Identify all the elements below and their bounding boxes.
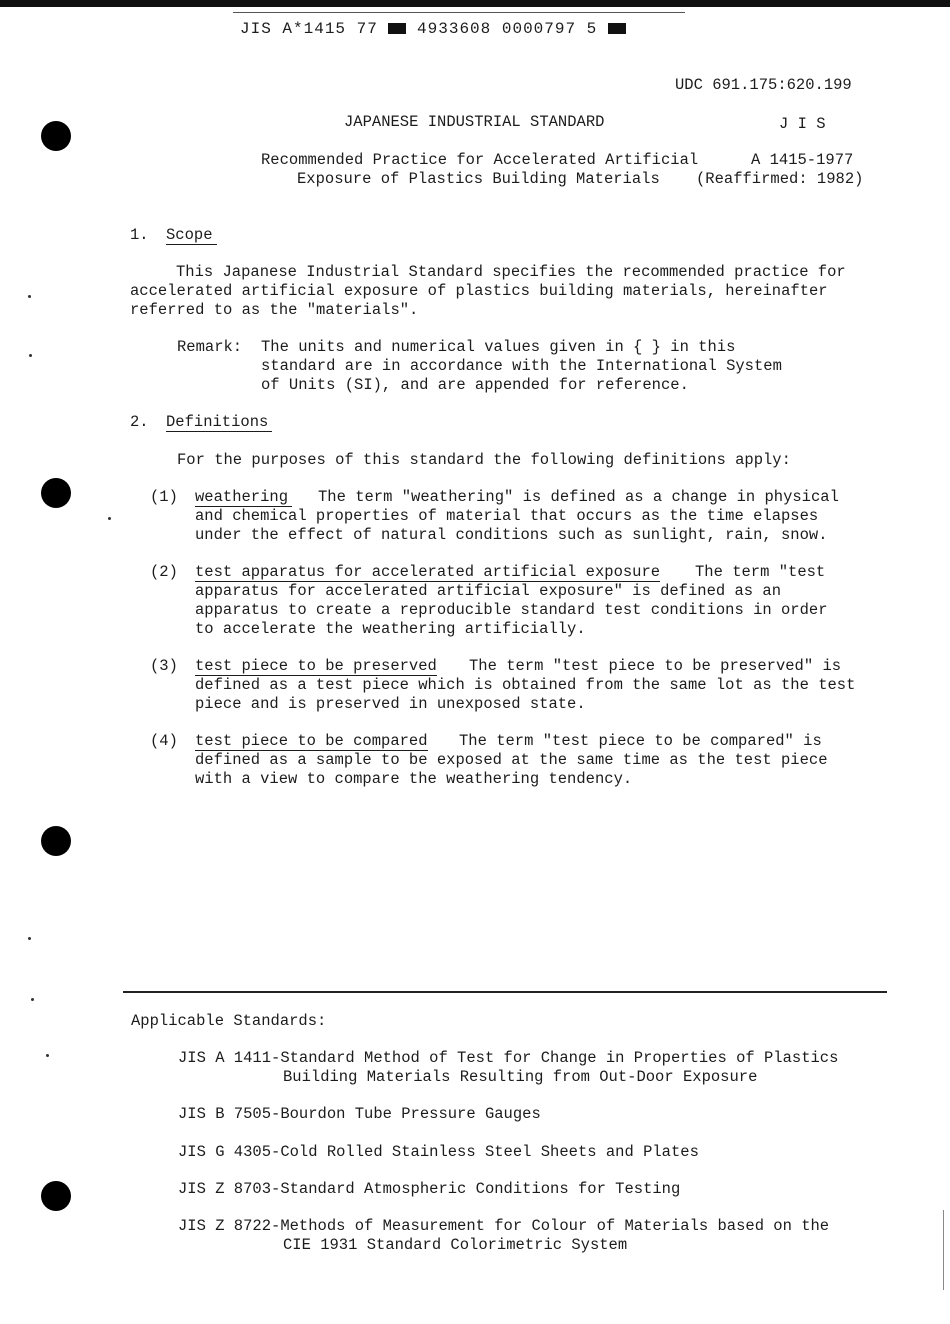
- section-number-scope: 1.: [130, 226, 149, 244]
- org-title: JAPANESE INDUSTRIAL STANDARD: [344, 113, 605, 131]
- definition-number: (2): [150, 563, 178, 581]
- scan-speck: [28, 295, 31, 298]
- scan-speck: [46, 1054, 49, 1057]
- definition-text-line: piece and is preserved in unexposed state.: [195, 695, 586, 713]
- header-rule: [233, 12, 685, 13]
- definition-term: weathering: [195, 489, 292, 507]
- remark-label: Remark:: [177, 338, 243, 356]
- definition-text-line: apparatus to create a reproducible standard test conditions in order: [195, 601, 828, 619]
- catalog-code-prefix: JIS A*1415 77: [240, 20, 378, 38]
- scan-speck: [28, 937, 31, 940]
- definition-number: (3): [150, 657, 178, 675]
- punch-hole: [41, 1181, 71, 1211]
- scan-speck: [31, 998, 34, 1001]
- doc-title-line1: Recommended Practice for Accelerated Artificial: [261, 151, 699, 169]
- scan-top-border: [0, 0, 950, 7]
- section-heading-scope: Scope: [166, 227, 217, 245]
- applicable-standard-line1: JIS G 4305-Cold Rolled Stainless Steel Sheets and Plates: [178, 1143, 699, 1161]
- definition-term: test apparatus for accelerated artificial exposure: [195, 563, 661, 581]
- catalog-code: [240, 20, 626, 38]
- definition-term: test piece to be compared: [195, 732, 428, 750]
- definition-text-line1: The term "weathering" is defined as a change in physical: [318, 488, 839, 506]
- definition-term: test piece to be preserved: [195, 657, 437, 675]
- scan-speck: [29, 354, 32, 357]
- doc-number: A 1415-1977: [751, 151, 854, 169]
- punch-hole: [41, 826, 71, 856]
- definition-text-line: and chemical properties of material that occurs as the time elapses: [195, 507, 819, 525]
- applicable-standards-heading: Applicable Standards:: [131, 1012, 327, 1030]
- definition-text-line: defined as a sample to be exposed at the same time as the test piece: [195, 751, 828, 769]
- reaffirmed-note: (Reaffirmed: 1982): [696, 170, 864, 188]
- definition-number: (4): [150, 732, 178, 750]
- scope-para-line3: referred to as the "materials".: [130, 301, 419, 319]
- definition-text-line1: The term "test piece to be preserved" is: [469, 657, 842, 675]
- section-number-definitions: 2.: [130, 413, 149, 431]
- definition-text-line: to accelerate the weathering artificially.: [195, 620, 586, 638]
- definition-number: (1): [150, 488, 178, 506]
- black-block-mark: [388, 23, 406, 34]
- scope-para-line2: accelerated artificial exposure of plastics building materials, hereinafter: [130, 282, 828, 300]
- remark-line3: of Units (SI), and are appended for reference.: [261, 376, 689, 394]
- applicable-standard-line1: JIS B 7505-Bourdon Tube Pressure Gauges: [178, 1105, 541, 1123]
- scan-speck: [108, 517, 111, 520]
- doc-title-line2: Exposure of Plastics Building Materials: [297, 170, 660, 188]
- definition-text-line: defined as a test piece which is obtained from the same lot as the test: [195, 676, 856, 694]
- definitions-intro: For the purposes of this standard the following definitions apply:: [177, 451, 791, 469]
- scope-para-line1: This Japanese Industrial Standard specifies the recommended practice for: [176, 263, 846, 281]
- definition-text-line1: The term "test: [695, 563, 826, 581]
- scan-edge-line: [943, 1210, 944, 1290]
- remark-line2: standard are in accordance with the International System: [261, 357, 782, 375]
- definition-text-line: apparatus for accelerated artificial exposure" is defined as an: [195, 582, 781, 600]
- punch-hole: [41, 121, 71, 151]
- applicable-standard-line1: JIS Z 8722-Methods of Measurement for Colour of Materials based on the: [178, 1217, 830, 1235]
- catalog-code-suffix: 4933608 0000797 5: [417, 20, 598, 38]
- section-heading-definitions: Definitions: [166, 414, 272, 432]
- jis-mark: J I S: [779, 115, 826, 133]
- remark-line1: The units and numerical values given in { } in this: [261, 338, 736, 356]
- applicable-standard-line2: CIE 1931 Standard Colorimetric System: [283, 1236, 628, 1254]
- black-block-mark: [608, 23, 626, 34]
- udc-number: UDC 691.175:620.199: [675, 76, 852, 94]
- punch-hole: [41, 478, 71, 508]
- definition-text-line: under the effect of natural conditions such as sunlight, rain, snow.: [195, 526, 828, 544]
- footnote-rule: [123, 991, 887, 993]
- definition-text-line: with a view to compare the weathering tendency.: [195, 770, 633, 788]
- applicable-standard-line1: JIS Z 8703-Standard Atmospheric Conditions for Testing: [178, 1180, 681, 1198]
- applicable-standard-line1: JIS A 1411-Standard Method of Test for Change in Properties of Plastics: [178, 1049, 839, 1067]
- definition-text-line1: The term "test piece to be compared" is: [459, 732, 822, 750]
- applicable-standard-line2: Building Materials Resulting from Out-Door Exposure: [283, 1068, 758, 1086]
